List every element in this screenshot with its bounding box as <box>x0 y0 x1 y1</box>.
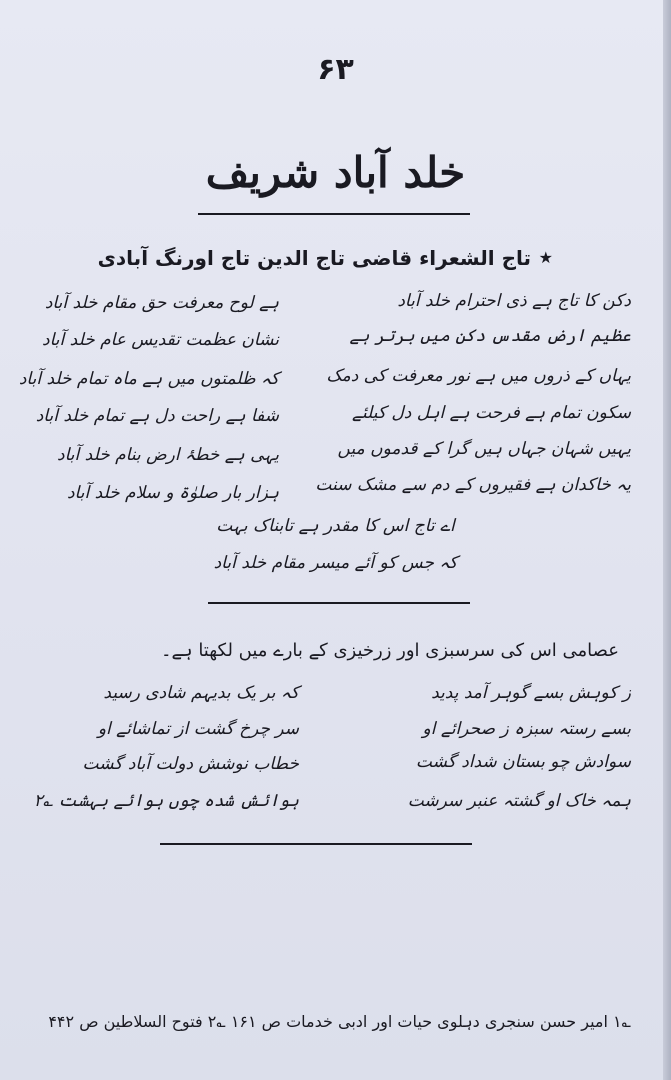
poem2-left-line: ہوائش شدہ چوں ہوائے بہشت ؎۲ <box>33 791 299 811</box>
poem1-closing-line: اے تاج اس کا مقدر ہے تابناک بہت <box>216 516 455 536</box>
poem2-left-line: سر چرخ گشت از تماشائے او <box>97 719 299 739</box>
poem1-left-line: ہے لوح معرفت حق مقام خلد آباد <box>44 293 279 313</box>
section-divider <box>160 843 472 845</box>
poem1-right-line: یہیں شہان جہاں ہیں گرا کے قدموں میں <box>337 439 631 459</box>
poem1-right-line: یہ خاکدان ہے فقیروں کے دم سے مشک سنت <box>315 475 631 495</box>
poem1-left-line: یہی ہے خطۂ ارض بنام خلد آباد <box>57 445 279 465</box>
poem1-right-line: عظیم ارض مقدس دکن میں برتر ہے <box>349 326 631 346</box>
poem1-closing-line: کہ جس کو آئے میسر مقام خلد آباد <box>213 553 458 573</box>
footnote: ؎۱ امیر حسن سنجری دہلوی حیات اور ادبی خدمات ص ۱۶۱ ؎۲ فتوح السلاطین ص ۴۴۲ <box>48 1012 631 1031</box>
page-number: ۶۳ <box>317 52 354 87</box>
star-marker-icon: ★ <box>538 248 553 267</box>
poem2-right-line: ز کوہش بسے گوہر آمد پدید <box>431 683 631 703</box>
poem1-right-line: یہاں کے ذروں میں ہے نور معرفت کی دمک <box>326 366 631 386</box>
intro-line: عصامی اس کی سرسبزی اور زرخیزی کے بارے میں لکھتا ہے۔ <box>160 640 619 661</box>
poem1-right-line: سکون تمام ہے فرحت ہے اہل دل کیلئے <box>352 403 631 423</box>
poem1-left-line: کہ ظلمتوں میں ہے ماہ تمام خلد آباد <box>18 369 279 389</box>
poem2-right-line: بسے رستہ سبزہ ز صحرائے او <box>422 719 631 739</box>
poem1-left-line: نشان عظمت تقدیس عام خلد آباد <box>42 330 279 350</box>
poem1-left-line: شفا ہے راحت دل ہے تمام خلد آباد <box>35 406 279 426</box>
poem-author-heading: تاج الشعراء قاضی تاج الدین تاج اورنگ آبادی <box>97 246 531 270</box>
poem1-left-line: ہزار بار صلوٰۃ و سلام خلد آباد <box>66 483 279 503</box>
poem2-right-line: ہمہ خاک او گشتہ عنبر سرشت <box>407 791 631 811</box>
poem2-left-line: خطاب نوشش دولت آباد گشت <box>82 754 299 774</box>
page-title: خلد آباد شریف <box>205 148 466 197</box>
poem1-right-line: دکن کا تاج ہے ذی احترام خلد آباد <box>397 291 631 311</box>
poem2-left-line: کہ بر یک بدیہم شادی رسید <box>103 683 299 703</box>
title-underline <box>198 213 470 215</box>
section-divider <box>208 602 470 604</box>
poem2-right-line: سوادش چو بستان شداد گشت <box>415 752 631 772</box>
